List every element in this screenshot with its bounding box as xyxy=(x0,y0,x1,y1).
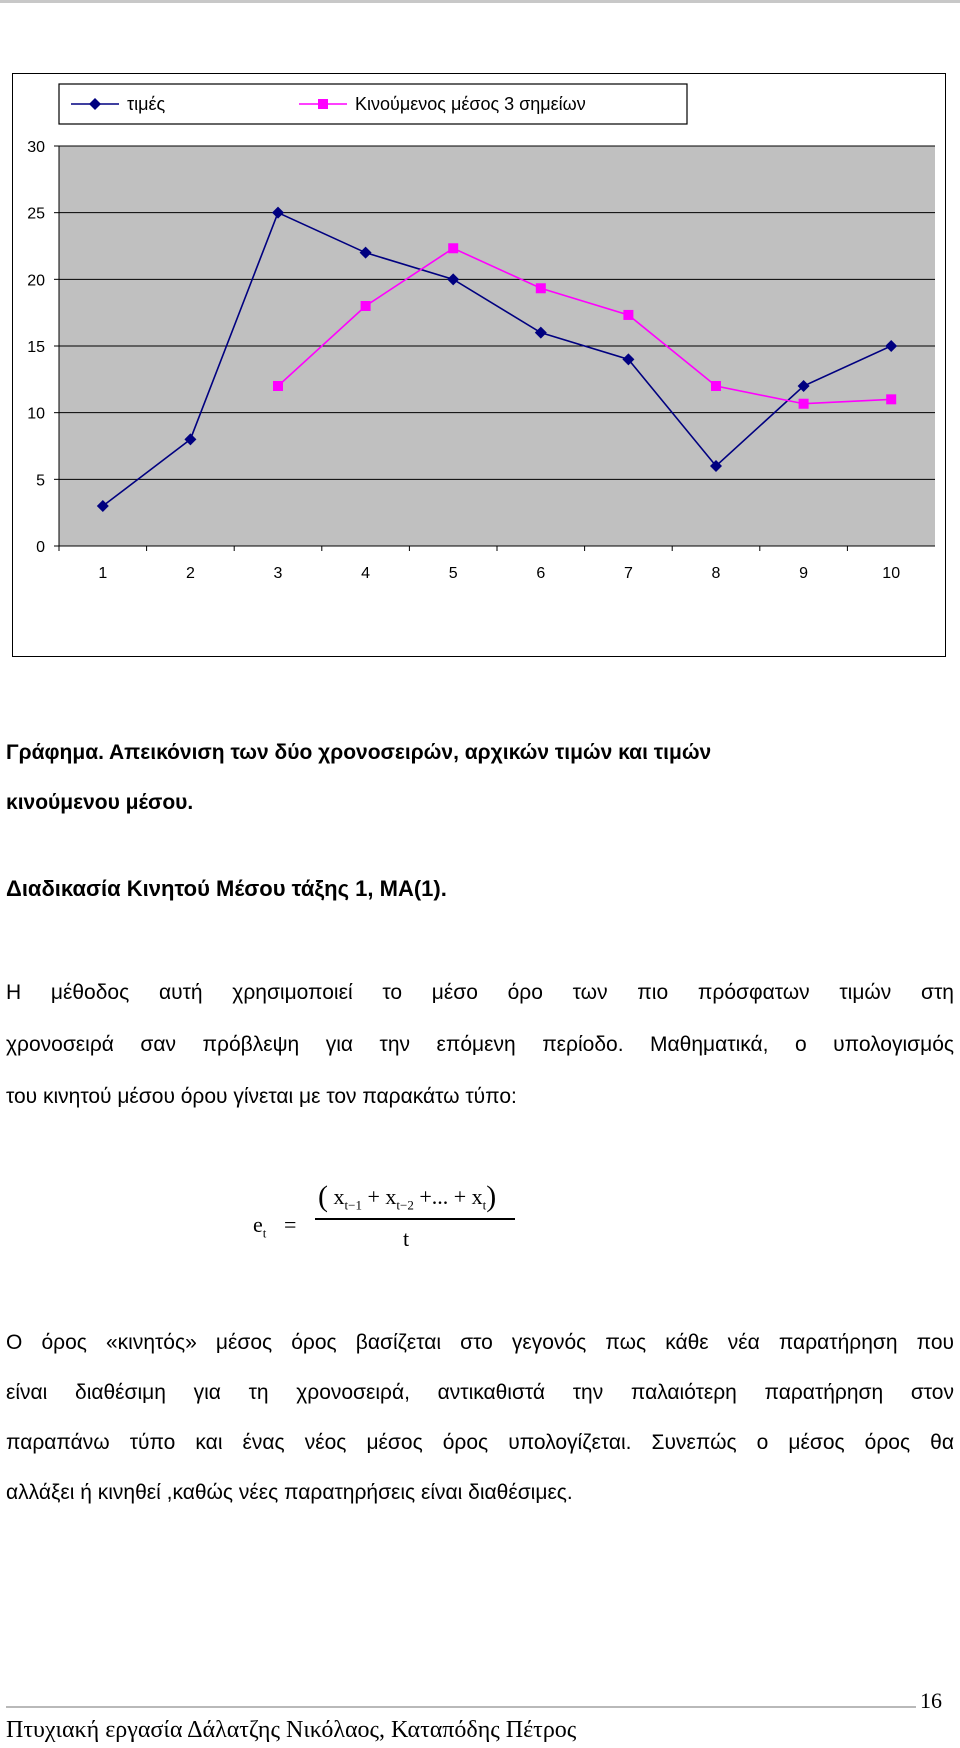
formula-equals: = xyxy=(284,1212,297,1237)
footer-text: Πτυχιακή εργασία Δάλατζης Νικόλαος, Καταπόδης Πέτρος xyxy=(6,1717,577,1743)
x-tick-label: 10 xyxy=(882,565,901,582)
data-point-marker xyxy=(448,243,458,253)
y-tick-label: 30 xyxy=(27,139,45,156)
legend-label: Κινούμενος μέσος 3 σημείων xyxy=(355,94,586,114)
data-point-marker xyxy=(886,394,896,404)
x-tick-label: 6 xyxy=(536,565,546,582)
page-number: 16 xyxy=(920,1688,942,1713)
fraction-bar xyxy=(315,1218,515,1220)
figure-caption-line-2: κινούμενου μέσου. xyxy=(6,791,194,814)
formula-denominator: t xyxy=(403,1226,410,1251)
x-tick-label: 5 xyxy=(448,565,458,582)
paragraph-2-line-4: αλλάξει ή κινηθεί ,καθώς νέες παρατηρήσεις είναι διαθέσιμες. xyxy=(6,1481,573,1504)
formula-numerator: ( $x_{t-1} + x_{t-2}$ +... + $x_t$) xyxy=(318,1180,497,1213)
paragraph-1-line-3: του κινητού μέσου όρου γίνεται με τον παρακάτω τύπο: xyxy=(6,1085,517,1108)
legend-label: τιμές xyxy=(127,94,166,114)
moving-average-formula xyxy=(253,1180,533,1270)
data-point-marker xyxy=(318,99,328,109)
x-tick-label: 2 xyxy=(185,565,195,582)
formula-lhs: $e_t$ xyxy=(253,1212,267,1241)
x-tick-label: 8 xyxy=(711,565,721,582)
paragraph-2-line-3: παραπάνω τύπο και ένας νέος μέσος όρος υπολογίζεται. Συνεπώς ο μέσος όρος θα xyxy=(6,1431,954,1454)
y-tick-label: 10 xyxy=(27,405,45,423)
data-point-marker xyxy=(623,310,633,320)
top-rule xyxy=(0,0,960,3)
x-tick-label: 9 xyxy=(799,565,809,582)
y-tick-label: 5 xyxy=(36,472,45,490)
section-heading: Διαδικασία Κινητού Μέσου τάξης 1, ΜΑ(1). xyxy=(6,876,447,901)
paragraph-1-line-2: χρονοσειρά σαν πρόβλεψη για την επόμενη περίοδο. Μαθηματικά, ο υπολογισμός xyxy=(6,1033,954,1056)
paragraph-1-line-1: Η μέθοδος αυτή χρησιμοποιεί το μέσο όρο των πιο πρόσφατων τιμών στη xyxy=(6,981,954,1004)
line-chart-svg xyxy=(13,74,947,658)
data-point-marker xyxy=(799,399,809,409)
x-tick-label: 7 xyxy=(623,565,633,582)
paragraph-2-line-2: είναι διαθέσιμη για τη χρονοσειρά, αντικαθιστά την παλαιότερη παρατήρηση στον xyxy=(6,1381,954,1404)
x-tick-label: 1 xyxy=(98,565,108,582)
data-point-marker xyxy=(711,381,721,391)
line-chart xyxy=(12,73,946,657)
data-point-marker xyxy=(273,381,283,391)
y-tick-label: 25 xyxy=(27,205,45,223)
paragraph-2-line-1: Ο όρος «κινητός» μέσος όρος βασίζεται στο γεγονός πως κάθε νέα παρατήρηση που xyxy=(6,1331,954,1354)
data-point-marker xyxy=(361,301,371,311)
y-tick-label: 0 xyxy=(36,539,45,556)
y-tick-label: 20 xyxy=(27,272,45,290)
x-tick-label: 3 xyxy=(273,565,283,582)
figure-caption-line-1: Γράφημα. Απεικόνιση των δύο χρονοσειρών, αρχικών τιμών και τιμών xyxy=(6,741,712,764)
footer-rule xyxy=(6,1706,916,1708)
y-tick-label: 15 xyxy=(27,339,45,356)
data-point-marker xyxy=(536,283,546,293)
x-tick-label: 4 xyxy=(361,565,371,582)
